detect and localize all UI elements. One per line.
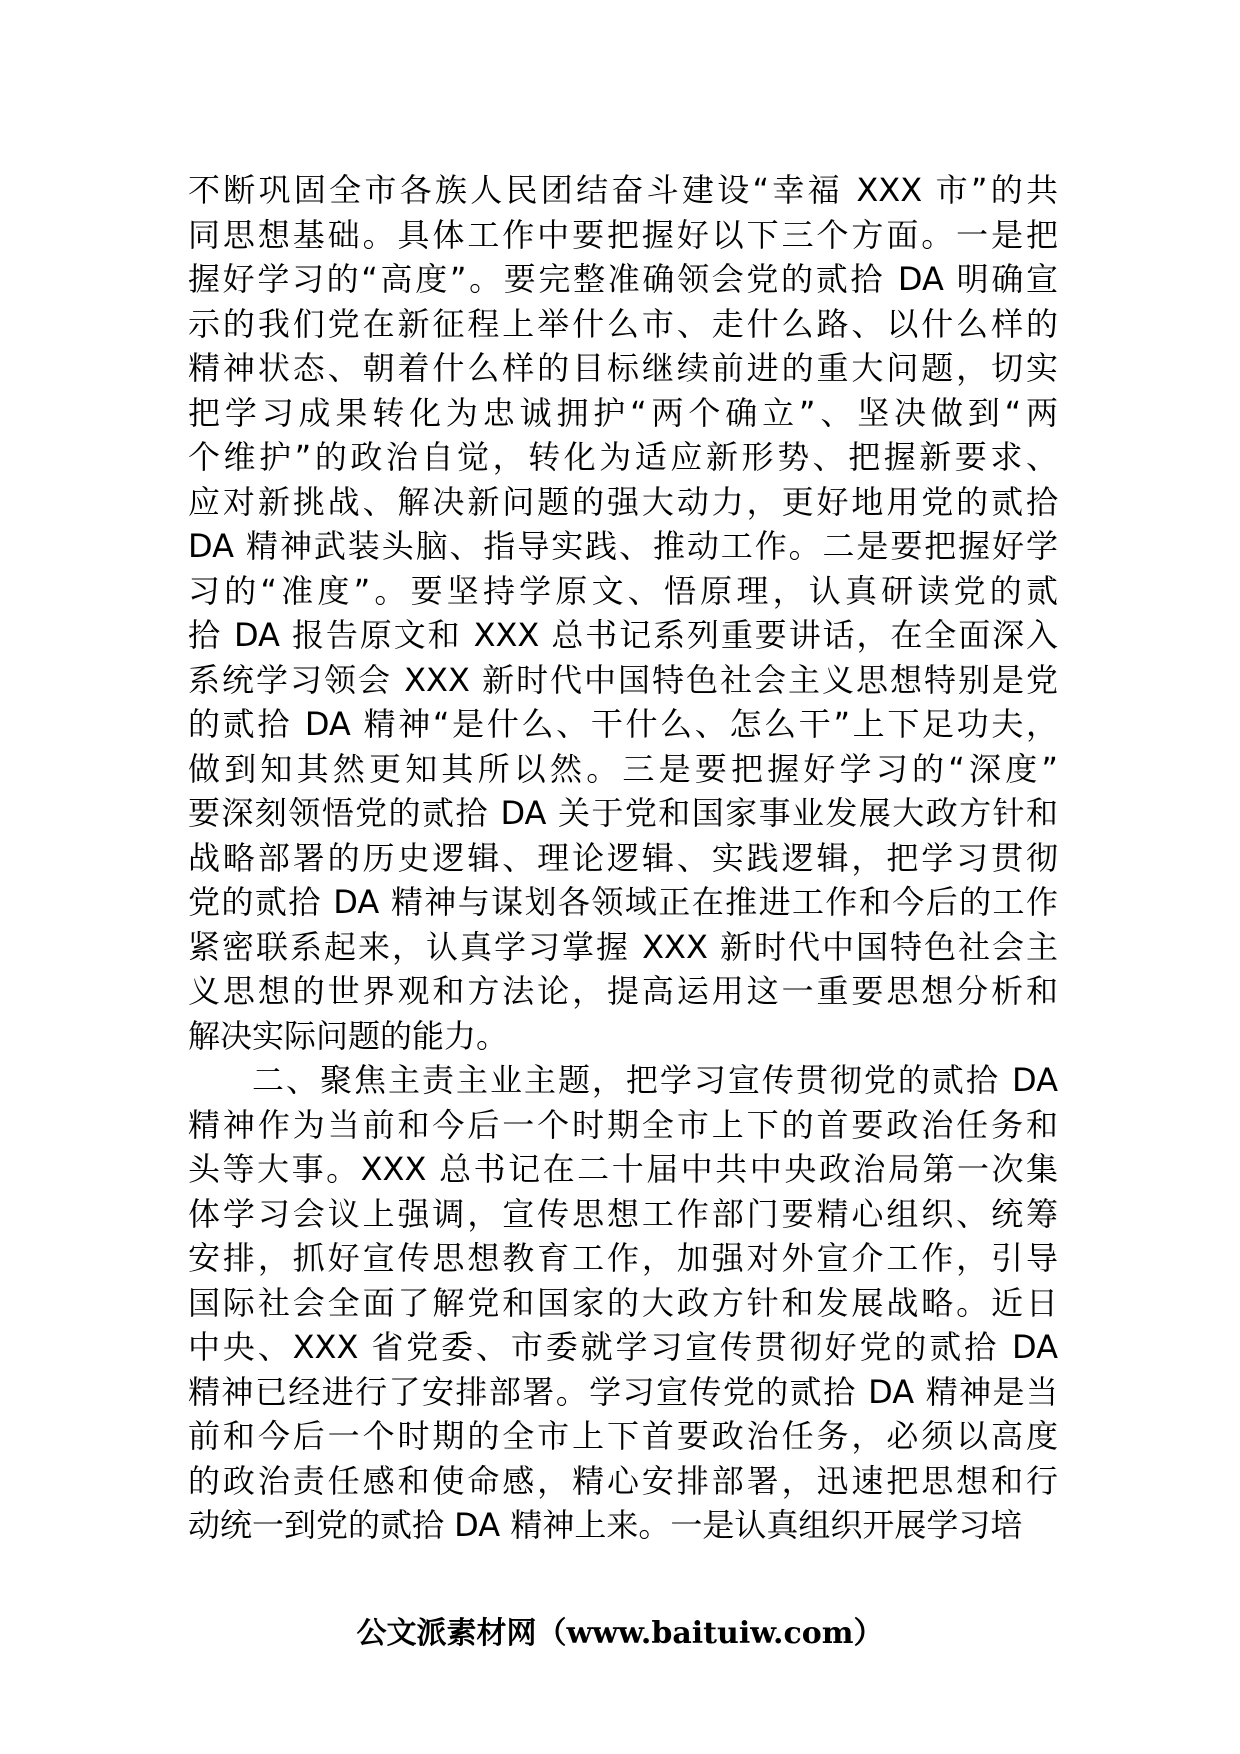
text-line: 国际社会全面了解党和国家的大政方针和发展战略。近日: [188, 1283, 1058, 1322]
text-line: 把学习成果转化为忠诚拥护“两个确立”、坚决做到“两: [188, 393, 1058, 432]
text-line: 前和今后一个时期的全市上下首要政治任务，必须以高度: [188, 1417, 1058, 1455]
text-line: 头等大事。XXX 总书记在二十届中共中央政治局第一次集: [188, 1150, 1058, 1188]
paragraph: [188, 168, 1058, 1058]
text-line: 体学习会议上强调，宣传思想工作部门要精心组织、统筹: [188, 1194, 1058, 1233]
text-line: 示的我们党在新征程上举什么市、走什么路、以什么样的: [188, 304, 1058, 343]
paragraph: [188, 1058, 1058, 1548]
text-line: 精神作为当前和今后一个时期全市上下的首要政治任务和: [188, 1105, 1058, 1144]
text-line: 系统学习领会 XXX 新时代中国特色社会主义思想特别是党: [188, 660, 1058, 699]
text-line: 同思想基础。具体工作中要把握好以下三个方面。一是把: [188, 215, 1058, 254]
text-line: 的贰拾 DA 精神“是什么、干什么、怎么干”上下足功夫，: [188, 705, 1058, 743]
text-line: 战略部署的历史逻辑、理论逻辑、实践逻辑，把学习贯彻: [188, 838, 1058, 877]
text-line: 精神已经进行了安排部署。学习宣传党的贰拾 DA 精神是当: [188, 1372, 1058, 1411]
text-line: 动统一到党的贰拾 DA 精神上来。一是认真组织开展学习培: [188, 1506, 1023, 1544]
text-line: 拾 DA 报告原文和 XXX 总书记系列重要讲话，在全面深入: [188, 616, 1058, 654]
text-line: 党的贰拾 DA 精神与谋划各领域正在推进工作和今后的工作: [188, 883, 1058, 921]
text-line: DA 精神武装头脑、指导实践、推动工作。二是要把握好学: [188, 527, 1058, 565]
text-line: 不断巩固全市各族人民团结奋斗建设“幸福 XXX 市”的共: [188, 171, 1058, 209]
text-line: 习的“准度”。要坚持学原文、悟原理，认真研读党的贰: [188, 571, 1058, 610]
text-line: 要深刻领悟党的贰拾 DA 关于党和国家事业发展大政方针和: [188, 794, 1058, 832]
text-line: 应对新挑战、解决新问题的强大动力，更好地用党的贰拾: [188, 482, 1058, 521]
text-line: 个维护”的政治自觉，转化为适应新形势、把握新要求、: [188, 438, 1058, 476]
text-line: 握好学习的“高度”。要完整准确领会党的贰拾 DA 明确宣: [188, 260, 1058, 298]
text-line: 紧密联系起来，认真学习掌握 XXX 新时代中国特色社会主: [188, 927, 1058, 966]
text-line: 中央、XXX 省党委、市委就学习宣传贯彻好党的贰拾 DA: [188, 1328, 1058, 1366]
text-line: 二、聚焦主责主业主题，把学习宣传贯彻党的贰拾 DA: [252, 1061, 1058, 1099]
text-line: 的政治责任感和使命感，精心安排部署，迅速把思想和行: [188, 1461, 1058, 1500]
text-line: 做到知其然更知其所以然。三是要把握好学习的“深度”: [188, 749, 1058, 788]
text-line: 安排，抓好宣传思想教育工作，加强对外宣介工作，引导: [188, 1239, 1058, 1277]
text-line: 义思想的世界观和方法论，提高运用这一重要思想分析和: [188, 972, 1058, 1010]
page-footer: 公文派素材网（www.baituiw.com）: [356, 1616, 884, 1651]
document-body: [188, 168, 1058, 1548]
text-line: 精神状态、朝着什么样的目标继续前进的重大问题，切实: [188, 349, 1058, 387]
text-line: 解决实际问题的能力。: [188, 1016, 509, 1055]
